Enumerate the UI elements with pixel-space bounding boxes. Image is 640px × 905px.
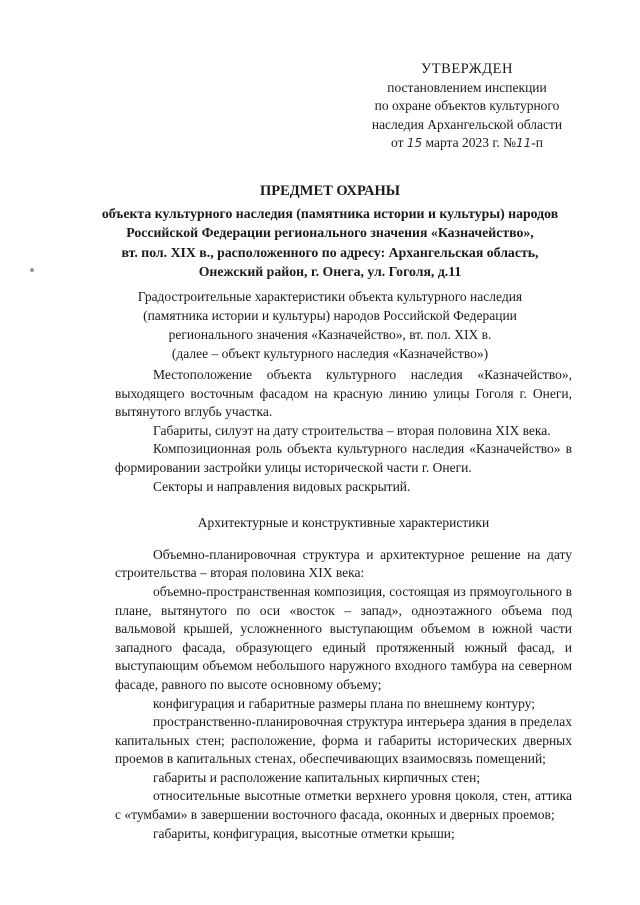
approval-line: по охране объектов культурного [374, 98, 560, 113]
title-line: вт. пол. XIX в., расположенного по адресу: Архангельская область, [121, 244, 539, 260]
paragraph: конфигурация и габаритные размеры плана по внешнему контуру; [153, 695, 536, 711]
approval-head: УТВЕРЖДЕН [421, 61, 513, 77]
paragraph: габариты, конфигурация, высотные отметки крыши; [153, 825, 455, 841]
title-line: объекта культурного наследия (памятника истории и культуры) народов [101, 205, 559, 221]
paragraph: относительные высотные отметки верхнего уровня цоколя, стен, аттика с «тумбами» в завершении восточного фасада, оконных и дверных проемов; [115, 788, 572, 823]
handwritten-number: 11 [515, 136, 532, 150]
paragraph: Композиционная роль объекта культурного наследия «Казначейство» в формировании застройки улицы исторической части г. Онеги. [115, 441, 572, 475]
paragraph: пространственно-планировочная структура интерьера здания в пределах капитальных стен; расположение, форма и габариты исторических дверных проемов в капитальных стенах, обеспечивающих взаимосвязь помещений; [115, 714, 572, 767]
paragraph: Объемно-планировочная структура и архитектурное решение на дату строительства – вторая половина XIX века: [115, 546, 572, 581]
approval-stamp [362, 60, 572, 153]
document-body [115, 366, 572, 843]
title-main: ПРЕДМЕТ ОХРАНЫ [259, 183, 401, 199]
date-prefix: от [391, 135, 404, 150]
title-line: Российской Федерации регионального значения «Казначейство», [126, 225, 534, 240]
approval-date [362, 134, 572, 153]
paragraph: объемно-пространственная композиция, состоящая из прямоугольного в плане, вытянутого по оси «восток – запад», одноэтажного объема под вальмовой крышей, усложненного выступающим объемом в южной части западного фасада, образующего единый протяженный южный фасад, и выступающим объемом небольшого наружного входного тамбура на северном фасаде, равного по высоте основному объему; [115, 583, 572, 692]
paragraph: габариты и расположение капитальных кирпичных стен; [153, 769, 481, 785]
paragraph: Секторы и направления видовых раскрытий. [153, 478, 411, 494]
date-suffix: -п [531, 135, 543, 150]
section-title: Архитектурные и конструктивные характеристики [197, 515, 490, 531]
approval-line: наследия Архангельской области [371, 116, 563, 132]
document-title [100, 182, 560, 282]
subhead-line: (далее – объект культурного наследия «Казначейство») [171, 346, 489, 361]
section-subheading [120, 287, 540, 363]
scan-dot [30, 268, 34, 272]
subhead-line: регионального значения «Казначейство», вт. пол. XIX в. [168, 327, 492, 342]
date-mid: марта 2023 г. № [425, 135, 516, 150]
handwritten-day: 15 [406, 136, 423, 150]
paragraph: Габариты, силуэт на дату строительства – вторая половина XIX века. [153, 422, 551, 438]
title-line: Онежский район, г. Онега, ул. Гоголя, д.11 [198, 264, 462, 279]
subhead-line: (памятника истории и культуры) народов Российской Федерации [143, 308, 517, 323]
paragraph: Местоположение объекта культурного наследия «Казначейство», выходящего восточным фасадом на красную линию улицы Гоголя г. Онеги, вытянутого вглубь участка. [115, 367, 572, 420]
subhead-line: Градостроительные характеристики объекта культурного наследия [137, 289, 523, 304]
approval-line: постановлением инспекции [387, 79, 547, 95]
